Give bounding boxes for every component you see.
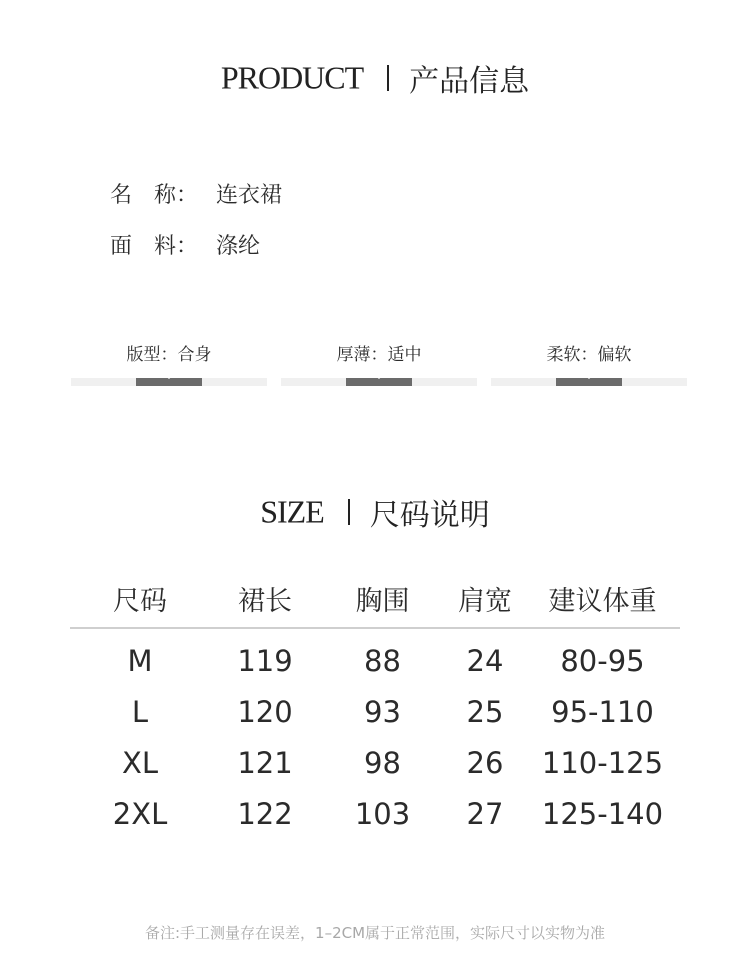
size-heading-en: SIZE (260, 493, 324, 530)
size-table-header-row (70, 575, 680, 628)
attribute-fit (71, 340, 267, 386)
attribute-caption: 厚薄：适中 (336, 345, 422, 365)
table-cell: 125-140 (541, 796, 664, 831)
table-row (70, 628, 680, 686)
column-header: 胸围 (320, 575, 445, 628)
attribute-marker (373, 374, 385, 379)
column-header: 肩宽 (445, 575, 525, 628)
info-row-name (110, 178, 282, 209)
table-cell: 110-125 (541, 745, 664, 780)
attribute-caption: 版型：合身 (126, 345, 212, 365)
table-cell: 24 (466, 643, 504, 678)
table-row (70, 788, 680, 839)
table-cell: L (131, 694, 149, 729)
measurement-note: 备注:手工测量存在误差，1–2CM属于正常范围，实际尺寸以实物为准 (144, 924, 606, 942)
table-cell: 2XL (112, 796, 168, 831)
table-cell: 98 (364, 745, 401, 780)
column-header: 建议体重 (525, 575, 680, 628)
table-cell: 88 (364, 643, 401, 678)
size-heading (0, 490, 750, 534)
info-value: 涤纶 (216, 234, 261, 259)
table-cell: 122 (237, 796, 293, 831)
size-table (70, 575, 680, 839)
table-cell: 119 (237, 643, 293, 678)
attribute-track (491, 378, 687, 386)
table-cell: 121 (237, 745, 293, 780)
info-value: 连衣裙 (216, 183, 283, 208)
attribute-track (281, 378, 477, 386)
attribute-thickness (281, 340, 477, 386)
heading-divider (387, 65, 389, 91)
info-label: 面 料： (110, 234, 199, 259)
table-cell: 27 (466, 796, 504, 831)
attribute-marker (163, 374, 175, 379)
product-heading (0, 56, 750, 100)
column-header: 尺码 (70, 575, 210, 628)
heading-divider (348, 499, 350, 525)
attribute-marker (583, 374, 595, 379)
table-cell: 93 (364, 694, 401, 729)
table-cell: 25 (466, 694, 504, 729)
table-cell: 120 (237, 694, 293, 729)
attribute-softness (491, 340, 687, 386)
table-cell: XL (121, 745, 159, 780)
product-heading-en: PRODUCT (220, 59, 364, 96)
size-heading-cn: 尺码说明 (369, 498, 490, 533)
table-cell: 103 (354, 796, 411, 831)
attribute-track (71, 378, 267, 386)
product-heading-cn: 产品信息 (409, 64, 530, 99)
table-row (70, 686, 680, 737)
attribute-level-bar (346, 378, 412, 386)
table-cell: 80-95 (560, 643, 645, 678)
table-row (70, 737, 680, 788)
info-label: 名 称： (110, 183, 199, 208)
column-header: 裙长 (210, 575, 320, 628)
info-row-fabric (110, 229, 260, 260)
attribute-caption: 柔软：偏软 (546, 345, 632, 365)
attribute-level-bar (556, 378, 622, 386)
table-cell: 95-110 (551, 694, 654, 729)
table-cell: M (127, 643, 153, 678)
table-cell: 26 (466, 745, 504, 780)
attribute-level-bar (136, 378, 202, 386)
